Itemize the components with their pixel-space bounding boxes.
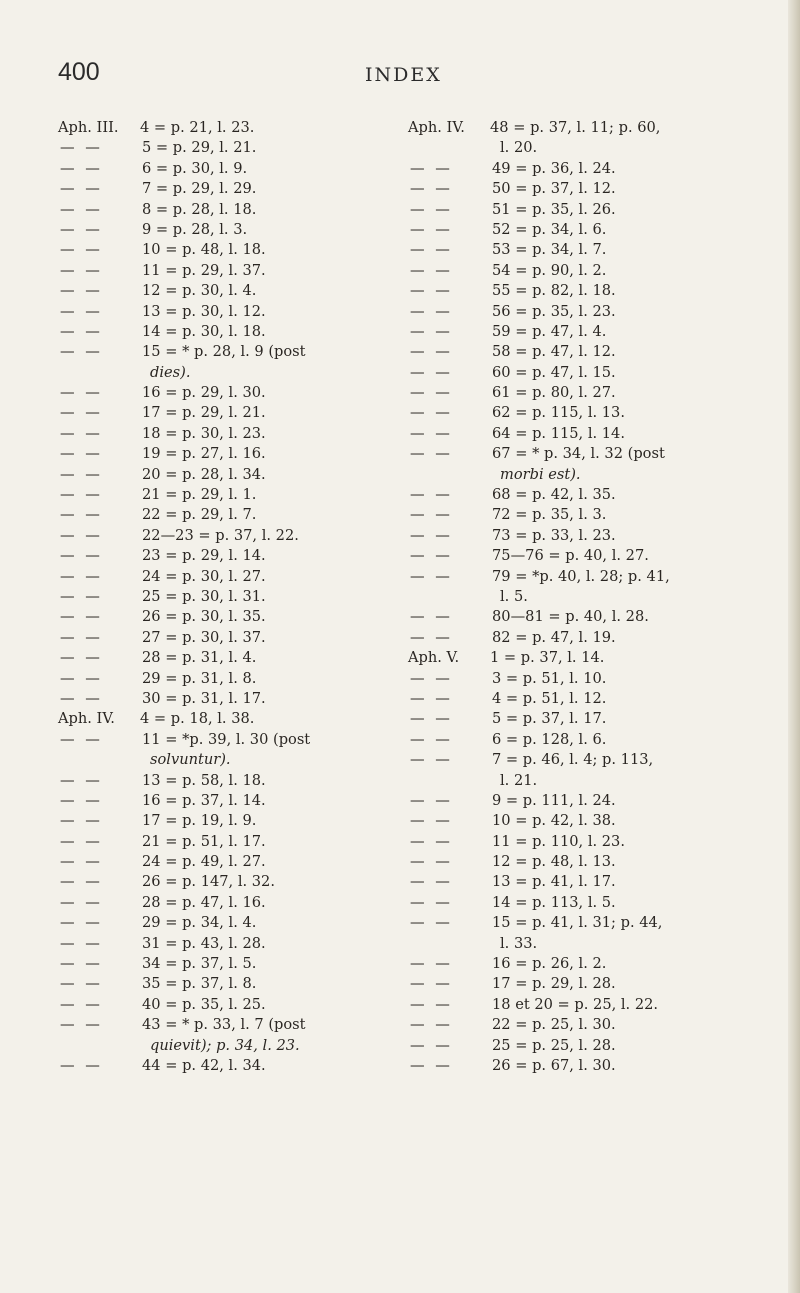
index-entry-reference: 18 et 20 = p. 25, l. 22. — [492, 995, 659, 1013]
index-entry-label: — — — [410, 1016, 453, 1034]
index-entry — [408, 913, 778, 933]
index-entry-label: — — — [60, 282, 103, 300]
index-entry-reference: 43 = * p. 33, l. 7 (post — [142, 1016, 306, 1034]
index-entry — [408, 730, 778, 750]
index-entry-reference: 11 = p. 110, l. 23. — [492, 832, 625, 850]
index-entry — [58, 138, 380, 158]
index-entry — [408, 893, 778, 913]
index-entry-label: — — — [410, 241, 453, 259]
index-entry-reference: 29 = p. 31, l. 8. — [142, 669, 257, 687]
index-entry — [408, 628, 778, 648]
index-entry-label: — — — [410, 710, 453, 728]
index-entry — [58, 1015, 380, 1035]
index-entry-reference: 7 = p. 46, l. 4; p. 113, — [492, 751, 654, 769]
index-entry-reference: 35 = p. 37, l. 8. — [142, 975, 257, 993]
index-entry-reference: 64 = p. 115, l. 14. — [492, 424, 625, 442]
index-entry — [58, 526, 380, 546]
index-entry — [408, 934, 778, 954]
index-entry — [58, 505, 380, 525]
index-entry-label: — — — [410, 424, 453, 442]
index-entry — [58, 261, 380, 281]
index-entry — [58, 648, 380, 668]
index-entry-label: — — — [410, 751, 453, 769]
index-entry-reference: 5 = p. 29, l. 21. — [142, 139, 257, 157]
index-entry-reference: 17 = p. 29, l. 28. — [492, 975, 616, 993]
index-entry-reference: 13 = p. 30, l. 12. — [142, 302, 266, 320]
index-entry — [408, 342, 778, 362]
index-entry-label: Aph. III. — [58, 119, 119, 136]
index-entry — [58, 485, 380, 505]
index-entry-label: — — — [410, 853, 453, 871]
index-entry-reference: 9 = p. 111, l. 24. — [492, 791, 616, 809]
index-entry — [408, 159, 778, 179]
index-entry — [58, 383, 380, 403]
index-entry — [408, 607, 778, 627]
index-entry-label: — — — [60, 159, 103, 177]
index-entry-reference: 49 = p. 36, l. 24. — [492, 159, 616, 177]
index-entry — [408, 974, 778, 994]
index-entry — [58, 669, 380, 689]
index-entry-label: — — — [60, 139, 103, 157]
index-entry — [408, 852, 778, 872]
index-entry-label: — — — [60, 180, 103, 198]
index-entry-reference: 27 = p. 30, l. 37. — [142, 628, 266, 646]
index-entry-label: — — — [60, 465, 103, 483]
index-entry — [58, 852, 380, 872]
index-entry — [58, 281, 380, 301]
index-entry-label: — — — [410, 261, 453, 279]
index-entry-reference: 40 = p. 35, l. 25. — [142, 995, 266, 1013]
index-entry-continuation: l. 21. — [500, 771, 538, 789]
index-entry-continuation: l. 33. — [500, 934, 538, 952]
index-entry-reference: 4 = p. 21, l. 23. — [140, 119, 255, 136]
index-entry-reference: 10 = p. 42, l. 38. — [492, 812, 616, 830]
index-entry-label: — — — [410, 689, 453, 707]
running-head: INDEX — [365, 64, 442, 86]
index-entry-label: — — — [60, 384, 103, 402]
index-entry-reference: 22 = p. 25, l. 30. — [492, 1016, 616, 1034]
index-entry — [58, 709, 380, 729]
index-entry-reference: 7 = p. 29, l. 29. — [142, 180, 257, 198]
index-entry-label: — — — [60, 608, 103, 626]
index-entry — [408, 220, 778, 240]
index-entry-reference: 26 = p. 30, l. 35. — [142, 608, 266, 626]
index-entry-label: — — — [410, 526, 453, 544]
index-entry-label: — — — [60, 526, 103, 544]
index-entry-reference: 5 = p. 37, l. 17. — [492, 710, 607, 728]
index-entry-reference: 16 = p. 29, l. 30. — [142, 384, 266, 402]
index-entry-label: — — — [60, 506, 103, 524]
index-entry — [408, 954, 778, 974]
index-entry-reference: 21 = p. 29, l. 1. — [142, 486, 257, 504]
index-entry-reference: 14 = p. 113, l. 5. — [492, 893, 616, 911]
index-entry — [408, 669, 778, 689]
index-entry-reference: 56 = p. 35, l. 23. — [492, 302, 616, 320]
index-entry — [58, 220, 380, 240]
index-entry-label: — — — [410, 220, 453, 238]
index-entry-label: — — — [410, 486, 453, 504]
index-entry — [58, 424, 380, 444]
index-entry-reference: 22 = p. 29, l. 7. — [142, 506, 257, 524]
index-entry-label: — — — [60, 1016, 103, 1034]
index-entry-label: — — — [60, 220, 103, 238]
index-entry — [58, 954, 380, 974]
index-entry-label: — — — [60, 200, 103, 218]
index-entry — [408, 403, 778, 423]
index-entry-reference: 82 = p. 47, l. 19. — [492, 628, 616, 646]
index-entry — [58, 730, 380, 750]
index-entry-reference: 61 = p. 80, l. 27. — [492, 384, 616, 402]
index-entry-reference: 50 = p. 37, l. 12. — [492, 180, 616, 198]
index-entry-label: — — — [410, 1036, 453, 1054]
index-entry — [408, 322, 778, 342]
index-entry-continuation: l. 5. — [500, 587, 528, 605]
index-entry-reference: 21 = p. 51, l. 17. — [142, 832, 266, 850]
index-entry-label: — — — [60, 241, 103, 259]
index-entry — [58, 913, 380, 933]
index-entry — [58, 546, 380, 566]
index-entry-reference: 72 = p. 35, l. 3. — [492, 506, 607, 524]
index-entry-reference: 54 = p. 90, l. 2. — [492, 261, 607, 279]
index-entry-label: — — — [60, 975, 103, 993]
index-entry — [58, 872, 380, 892]
index-entry-reference: 11 = p. 29, l. 37. — [142, 261, 266, 279]
index-entry — [408, 995, 778, 1015]
index-entry-reference: 48 = p. 37, l. 11; p. 60, — [490, 119, 661, 136]
index-entry-reference: 17 = p. 19, l. 9. — [142, 812, 257, 830]
index-entry — [408, 424, 778, 444]
index-entry-label: — — — [410, 384, 453, 402]
index-entry-reference: 73 = p. 33, l. 23. — [492, 526, 616, 544]
index-entry-label: — — — [60, 649, 103, 667]
index-entry-label: — — — [410, 832, 453, 850]
index-entry-reference: 12 = p. 30, l. 4. — [142, 282, 257, 300]
index-entry-continuation: l. 20. — [500, 139, 538, 157]
index-entry-reference: 28 = p. 31, l. 4. — [142, 649, 257, 667]
index-entry-label: — — — [410, 1056, 453, 1074]
index-entry-label: — — — [60, 445, 103, 463]
index-entry-reference: 55 = p. 82, l. 18. — [492, 282, 616, 300]
index-entry — [408, 261, 778, 281]
index-entry-label: — — — [60, 628, 103, 646]
index-entry-label: — — — [410, 282, 453, 300]
index-entry-label: — — — [410, 322, 453, 340]
index-entry-label: Aph. IV. — [408, 119, 465, 136]
index-entry — [408, 567, 778, 587]
index-entry — [58, 118, 380, 138]
index-entry-label: — — — [60, 302, 103, 320]
index-entry-reference: 13 = p. 58, l. 18. — [142, 771, 266, 789]
index-entry-reference: 68 = p. 42, l. 35. — [492, 486, 616, 504]
index-entry-label: — — — [60, 486, 103, 504]
index-entry — [408, 465, 778, 485]
index-entry-label: — — — [60, 322, 103, 340]
index-entry-reference: 24 = p. 30, l. 27. — [142, 567, 266, 585]
index-entry-label: — — — [410, 445, 453, 463]
index-entry-label: — — — [60, 914, 103, 932]
index-entry-reference: 24 = p. 49, l. 27. — [142, 853, 266, 871]
index-entry — [408, 485, 778, 505]
index-entry-label: — — — [410, 628, 453, 646]
index-entry-reference: 6 = p. 30, l. 9. — [142, 159, 248, 177]
index-entry-label: — — — [60, 853, 103, 871]
index-entry — [408, 1015, 778, 1035]
index-entry — [58, 974, 380, 994]
index-entry-label: — — — [60, 424, 103, 442]
index-entry-label: — — — [410, 608, 453, 626]
index-entry-reference: 80—81 = p. 40, l. 28. — [492, 608, 649, 626]
index-entry-label: — — — [60, 1056, 103, 1074]
index-entry-label: — — — [60, 404, 103, 422]
index-entry-reference: 67 = * p. 34, l. 32 (post — [492, 445, 665, 463]
index-entry-reference: 18 = p. 30, l. 23. — [142, 424, 266, 442]
index-entry-label: — — — [410, 200, 453, 218]
index-entry — [58, 1056, 380, 1076]
index-entry-reference: 58 = p. 47, l. 12. — [492, 343, 616, 361]
index-entry-reference: 19 = p. 27, l. 16. — [142, 445, 266, 463]
index-entry — [408, 200, 778, 220]
index-entry-reference: 15 = * p. 28, l. 9 (post — [142, 343, 306, 361]
index-entry — [408, 505, 778, 525]
index-entry-label: — — — [410, 812, 453, 830]
index-entry-reference: 31 = p. 43, l. 28. — [142, 934, 266, 952]
index-entry-reference: 20 = p. 28, l. 34. — [142, 465, 266, 483]
index-entry — [408, 179, 778, 199]
index-entry-reference: 25 = p. 30, l. 31. — [142, 587, 266, 605]
index-entry-label: — — — [60, 771, 103, 789]
index-entry-label: — — — [60, 791, 103, 809]
index-entry-label: — — — [410, 955, 453, 973]
index-entry-reference: 22—23 = p. 37, l. 22. — [142, 526, 299, 544]
index-entry-reference: 16 = p. 37, l. 14. — [142, 791, 266, 809]
index-entry — [408, 689, 778, 709]
index-entry — [58, 811, 380, 831]
index-entry-reference: 10 = p. 48, l. 18. — [142, 241, 266, 259]
index-entry — [408, 526, 778, 546]
index-entry — [58, 771, 380, 791]
index-entry — [408, 771, 778, 791]
index-entry-label: — — — [60, 995, 103, 1013]
index-entry-reference: 13 = p. 41, l. 17. — [492, 873, 616, 891]
index-entry-label: — — — [410, 180, 453, 198]
index-entry-label: — — — [410, 975, 453, 993]
index-entry — [58, 179, 380, 199]
index-entry-reference: 59 = p. 47, l. 4. — [492, 322, 607, 340]
index-entry-continuation: solvuntur). — [150, 751, 231, 769]
index-entry-reference: 9 = p. 28, l. 3. — [142, 220, 248, 238]
index-entry-label: — — — [60, 689, 103, 707]
index-entry-label: — — — [410, 159, 453, 177]
page-edge — [788, 0, 800, 1293]
index-entry-label: — — — [410, 302, 453, 320]
index-entry — [408, 281, 778, 301]
index-entry-label: — — — [60, 832, 103, 850]
page-number: 400 — [58, 58, 100, 86]
index-entry — [408, 709, 778, 729]
index-column-left — [58, 118, 380, 1076]
index-entry — [408, 546, 778, 566]
index-entry-label: — — — [410, 914, 453, 932]
index-entry — [408, 363, 778, 383]
index-entry — [58, 465, 380, 485]
index-entry-reference: 4 = p. 51, l. 12. — [492, 689, 607, 707]
index-entry-reference: 44 = p. 42, l. 34. — [142, 1056, 266, 1074]
index-entry-reference: 79 = *p. 40, l. 28; p. 41, — [492, 567, 670, 585]
index-entry-reference: 23 = p. 29, l. 14. — [142, 547, 266, 565]
index-entry-reference: 8 = p. 28, l. 18. — [142, 200, 257, 218]
index-entry — [408, 1036, 778, 1056]
index-entry-reference: 6 = p. 128, l. 6. — [492, 730, 607, 748]
index-entry — [58, 587, 380, 607]
index-entry-reference: 3 = p. 51, l. 10. — [492, 669, 607, 687]
index-entry-label: — — — [60, 587, 103, 605]
index-entry — [58, 893, 380, 913]
index-entry-reference: 26 = p. 147, l. 32. — [142, 873, 275, 891]
index-entry-label: — — — [60, 955, 103, 973]
index-entry-reference: 14 = p. 30, l. 18. — [142, 322, 266, 340]
index-entry-label: — — — [60, 343, 103, 361]
index-entry-reference: 16 = p. 26, l. 2. — [492, 955, 607, 973]
index-entry — [58, 200, 380, 220]
index-entry-reference: 11 = *p. 39, l. 30 (post — [142, 730, 311, 748]
index-entry-label: — — — [410, 547, 453, 565]
index-entry — [58, 791, 380, 811]
page-header — [0, 58, 800, 98]
index-entry-reference: 29 = p. 34, l. 4. — [142, 914, 257, 932]
index-entry — [58, 567, 380, 587]
index-entry — [58, 444, 380, 464]
index-entry — [58, 689, 380, 709]
index-entry — [408, 750, 778, 770]
index-entry — [58, 750, 380, 770]
index-entry-label: — — — [60, 873, 103, 891]
index-entry-label: — — — [60, 893, 103, 911]
index-entry — [408, 791, 778, 811]
index-entry-label: — — — [60, 567, 103, 585]
index-entry — [408, 444, 778, 464]
index-entry-label: — — — [60, 669, 103, 687]
index-entry-label: Aph. IV. — [58, 710, 115, 728]
index-entry-reference: 4 = p. 18, l. 38. — [140, 710, 255, 728]
index-entry-label: — — — [410, 404, 453, 422]
index-entry-reference: 30 = p. 31, l. 17. — [142, 689, 266, 707]
index-entry-reference: 53 = p. 34, l. 7. — [492, 241, 607, 259]
index-entry — [58, 832, 380, 852]
index-entry-label: — — — [410, 995, 453, 1013]
index-entry-label: — — — [410, 363, 453, 381]
index-entry-reference: 26 = p. 67, l. 30. — [492, 1056, 616, 1074]
index-entry — [58, 159, 380, 179]
index-entry — [408, 383, 778, 403]
index-entry-label: — — — [410, 791, 453, 809]
index-entry-reference: 1 = p. 37, l. 14. — [490, 649, 605, 667]
index-entry-continuation: morbi est). — [500, 465, 581, 483]
index-entry — [58, 342, 380, 362]
index-entry-label: — — — [410, 506, 453, 524]
index-entry-reference: 62 = p. 115, l. 13. — [492, 404, 625, 422]
index-entry-reference: 34 = p. 37, l. 5. — [142, 955, 257, 973]
index-entry-reference: 12 = p. 48, l. 13. — [492, 853, 616, 871]
index-entry — [58, 403, 380, 423]
index-entry — [58, 322, 380, 342]
index-entry — [408, 587, 778, 607]
index-entry — [58, 240, 380, 260]
index-entry-continuation: dies). — [150, 363, 191, 381]
index-entry-continuation: quievit); p. 34, l. 23. — [150, 1036, 300, 1054]
index-entry — [408, 1056, 778, 1076]
index-entry — [58, 934, 380, 954]
index-entry-reference: 75—76 = p. 40, l. 27. — [492, 547, 649, 565]
index-entry-label: — — — [60, 547, 103, 565]
index-entry — [58, 995, 380, 1015]
index-entry — [408, 240, 778, 260]
index-entry-reference: 28 = p. 47, l. 16. — [142, 893, 266, 911]
index-entry-label: — — — [410, 343, 453, 361]
index-entry — [408, 811, 778, 831]
index-entry — [408, 118, 778, 138]
index-entry — [58, 628, 380, 648]
index-entry-label: — — — [60, 730, 103, 748]
index-entry — [408, 832, 778, 852]
index-entry-reference: 51 = p. 35, l. 26. — [492, 200, 616, 218]
index-entry — [58, 302, 380, 322]
index-entry-label: Aph. V. — [408, 649, 460, 667]
index-column-right — [408, 118, 778, 1076]
index-entry — [408, 648, 778, 668]
index-entry-reference: 25 = p. 25, l. 28. — [492, 1036, 616, 1054]
index-entry-label: — — — [60, 261, 103, 279]
index-entry — [408, 138, 778, 158]
index-entry-label: — — — [410, 669, 453, 687]
index-entry — [408, 872, 778, 892]
index-entry-reference: 15 = p. 41, l. 31; p. 44, — [492, 914, 663, 932]
index-entry-label: — — — [410, 893, 453, 911]
index-entry-reference: 60 = p. 47, l. 15. — [492, 363, 616, 381]
index-entry-label: — — — [60, 934, 103, 952]
index-entry — [58, 363, 380, 383]
index-entry-reference: 17 = p. 29, l. 21. — [142, 404, 266, 422]
index-entry-label: — — — [60, 812, 103, 830]
index-entry-label: — — — [410, 567, 453, 585]
index-entry — [58, 607, 380, 627]
index-entry-label: — — — [410, 873, 453, 891]
index-entry-label: — — — [410, 730, 453, 748]
index-entry — [408, 302, 778, 322]
index-entry-reference: 52 = p. 34, l. 6. — [492, 220, 607, 238]
index-entry — [58, 1036, 380, 1056]
